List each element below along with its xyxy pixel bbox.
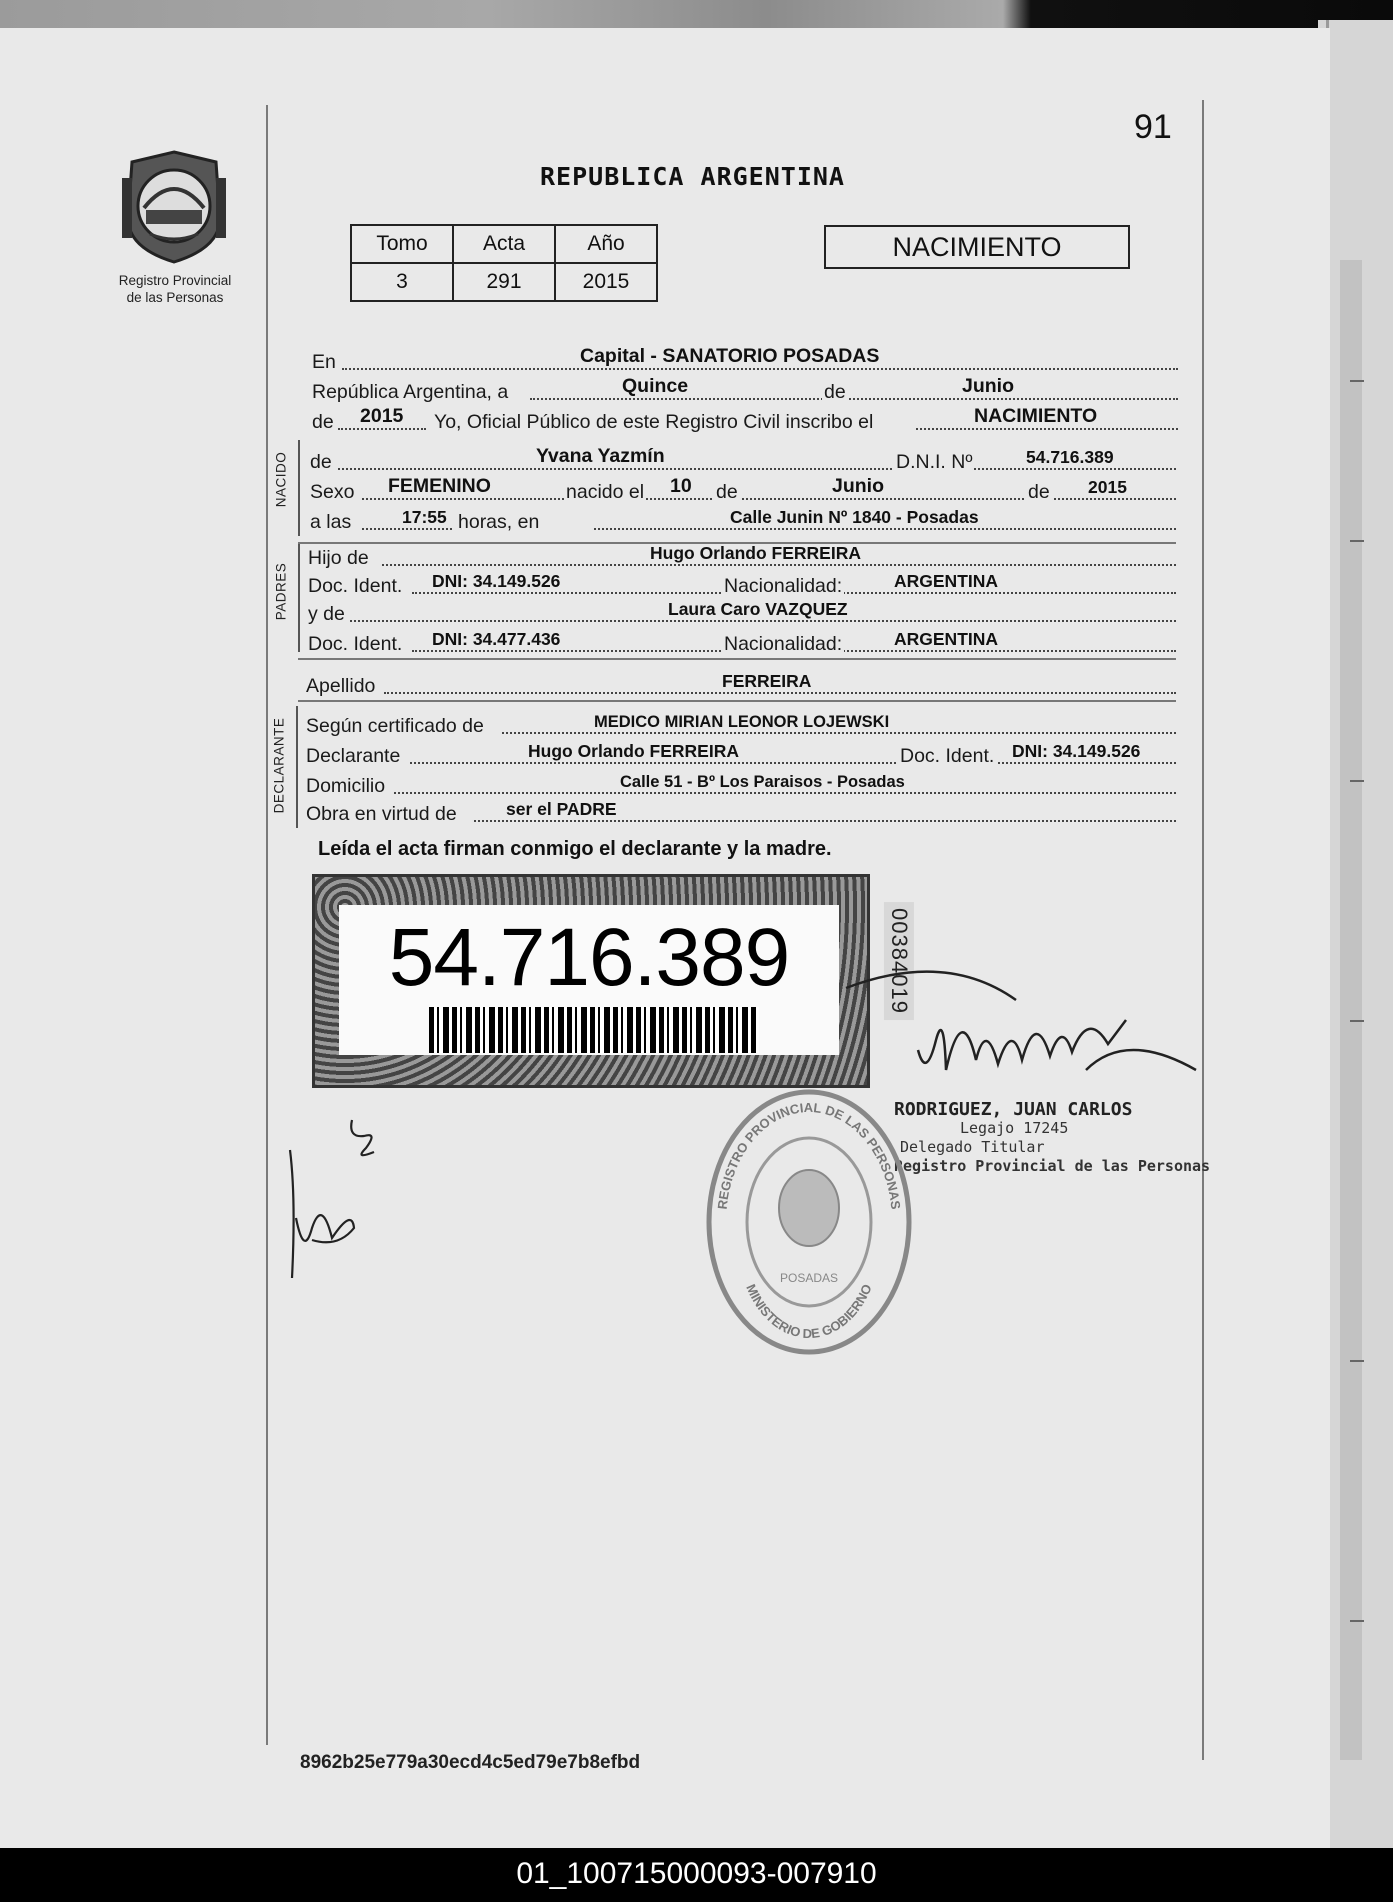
padre-doc-label: Doc. Ident. xyxy=(308,575,403,597)
hora-value: 17:55 xyxy=(402,507,447,527)
acta-value: 291 xyxy=(453,263,555,301)
madre-nac-label: Nacionalidad: xyxy=(724,633,843,655)
apellido-divider xyxy=(298,700,1176,702)
anio-intro-value: 2015 xyxy=(360,405,404,427)
document-hash: 8962b25e779a30ecd4c5ed79e7b8efbd xyxy=(300,1752,641,1773)
en-label: En xyxy=(312,351,336,373)
nacido-de-label3: de xyxy=(1028,481,1050,503)
padre-nac-label: Nacionalidad: xyxy=(724,575,843,597)
stamp-bottom-text: MINISTERIO DE GOBIERNO xyxy=(743,1281,875,1342)
stamp-inner-text: POSADAS xyxy=(779,1271,839,1285)
nacido-section-label: NACIDO xyxy=(273,451,289,508)
nacido-mes: Junio xyxy=(832,475,884,497)
declarante-doc-label: Doc. Ident. xyxy=(900,745,995,767)
row-en xyxy=(312,342,1178,374)
padres-section-label: PADRES xyxy=(273,562,289,621)
logo-caption-line2: de las Personas xyxy=(126,290,224,305)
leida-text: Leída el acta firman conmigo el declarante y la madre. xyxy=(318,838,832,860)
tomo-value: 3 xyxy=(351,263,453,301)
mes-value: Junio xyxy=(962,375,1014,397)
alas-label: a las xyxy=(310,511,352,533)
sexo-label: Sexo xyxy=(310,481,355,503)
nacido-dni: 54.716.389 xyxy=(1026,447,1114,467)
padre-doc: DNI: 34.149.526 xyxy=(432,571,561,591)
domicilio-value: Calle 51 - Bº Los Paraisos - Posadas xyxy=(620,773,905,791)
row-republica xyxy=(312,372,1178,404)
nacido-dia: 10 xyxy=(670,475,692,497)
nacido-el-label: nacido el xyxy=(566,481,645,503)
barcode xyxy=(429,1007,759,1053)
republica-label: República Argentina, a xyxy=(312,381,509,403)
official-legajo: Legajo 17245 xyxy=(960,1119,1069,1137)
nacido-nombre: Yvana Yazmín xyxy=(536,445,665,467)
row-certificado xyxy=(306,706,1176,738)
tomo-acta-anio-table xyxy=(350,224,658,302)
acta-header: Acta xyxy=(453,225,555,263)
inscribo-value: NACIMIENTO xyxy=(974,405,1098,427)
record-type-box: NACIMIENTO xyxy=(824,225,1130,269)
tomo-header: Tomo xyxy=(351,225,453,263)
de-label2: de xyxy=(312,411,334,433)
apellido-label: Apellido xyxy=(306,675,376,697)
row-declarante xyxy=(306,736,1176,768)
left-margin-line xyxy=(266,105,268,1745)
sexo-value: FEMENINO xyxy=(388,475,491,497)
logo-caption xyxy=(95,272,255,306)
official-name: RODRIGUEZ, JUAN CARLOS xyxy=(894,1099,1133,1120)
row-sexo xyxy=(310,472,1176,504)
declarante-label: Declarante xyxy=(306,745,401,767)
row-madre-doc xyxy=(308,624,1176,656)
official-signature xyxy=(826,960,1206,1100)
lugar-value: Capital - SANATORIO POSADAS xyxy=(580,345,880,367)
padre-nombre: Hugo Orlando FERREIRA xyxy=(650,543,861,563)
logo-caption-line1: Registro Provincial xyxy=(118,273,232,288)
yde-label: y de xyxy=(308,603,345,625)
madre-nombre: Laura Caro VAZQUEZ xyxy=(668,599,848,619)
row-hora xyxy=(310,502,1176,534)
de-label: de xyxy=(824,381,846,403)
stamp-ring-text: REGISTRO PROVINCIAL DE LAS PERSONAS xyxy=(714,1099,904,1211)
declarant-signature xyxy=(282,1108,392,1288)
official-cargo: Delegado Titular xyxy=(900,1138,1045,1156)
declarante-section-bar xyxy=(296,706,298,828)
dni-sticker-number: 54.716.389 xyxy=(388,912,790,1003)
obra-value: ser el PADRE xyxy=(506,799,617,819)
row-apellido xyxy=(306,666,1176,698)
domicilio-label: Domicilio xyxy=(306,775,386,797)
nacido-de-label: de xyxy=(310,451,332,473)
madre-doc: DNI: 34.477.436 xyxy=(432,629,561,649)
dni-sticker-serial: 00384019 xyxy=(884,902,914,1020)
dia-value: Quince xyxy=(622,375,689,397)
nacido-de-label2: de xyxy=(716,481,738,503)
hijo-de-label: Hijo de xyxy=(308,547,369,569)
certificado-value: MEDICO MIRIAN LEONOR LOJEWSKI xyxy=(594,713,890,731)
dni-sticker xyxy=(312,874,870,1088)
declarante-section-label: DECLARANTE xyxy=(271,717,287,814)
row-madre xyxy=(308,594,1176,626)
page-number: 91 xyxy=(1134,108,1172,146)
official-block xyxy=(894,1100,1210,1176)
official-registro: Registro Provincial de las Personas xyxy=(894,1157,1211,1175)
certificado-label: Según certificado de xyxy=(306,715,484,737)
nacido-lugar: Calle Junin Nº 1840 - Posadas xyxy=(730,507,979,527)
madre-doc-label: Doc. Ident. xyxy=(308,633,403,655)
padres-section-bar xyxy=(298,544,300,652)
madre-nac: ARGENTINA xyxy=(894,629,999,649)
row-nacido-nombre xyxy=(310,442,1176,474)
scan-footer-id: 01_100715000093-007910 xyxy=(0,1848,1393,1902)
apellido-value: FERREIRA xyxy=(722,671,812,691)
row-anio xyxy=(312,402,1178,434)
declarante-doc: DNI: 34.149.526 xyxy=(1012,741,1141,761)
inscribo-label: Yo, Oficial Público de este Registro Civil inscribo el xyxy=(434,411,874,433)
official-stamp xyxy=(700,1082,918,1362)
svg-text:MINISTERIO DE GOBIERNO xyxy=(743,1282,874,1341)
nacido-anio: 2015 xyxy=(1088,477,1127,497)
page-title: REPUBLICA ARGENTINA xyxy=(540,162,845,191)
padres-divider xyxy=(298,658,1176,660)
nacido-section-bar xyxy=(298,440,300,536)
obra-label: Obra en virtud de xyxy=(306,803,457,825)
horas-en-label: horas, en xyxy=(458,511,540,533)
padre-nac: ARGENTINA xyxy=(894,571,999,591)
row-obra xyxy=(306,794,1176,826)
dni-label: D.N.I. Nº xyxy=(896,451,973,473)
right-margin-line xyxy=(1202,100,1204,1760)
registro-provincial-logo xyxy=(120,148,228,266)
anio-value: 2015 xyxy=(555,263,657,301)
anio-header: Año xyxy=(555,225,657,263)
declarante-nombre: Hugo Orlando FERREIRA xyxy=(528,741,739,761)
